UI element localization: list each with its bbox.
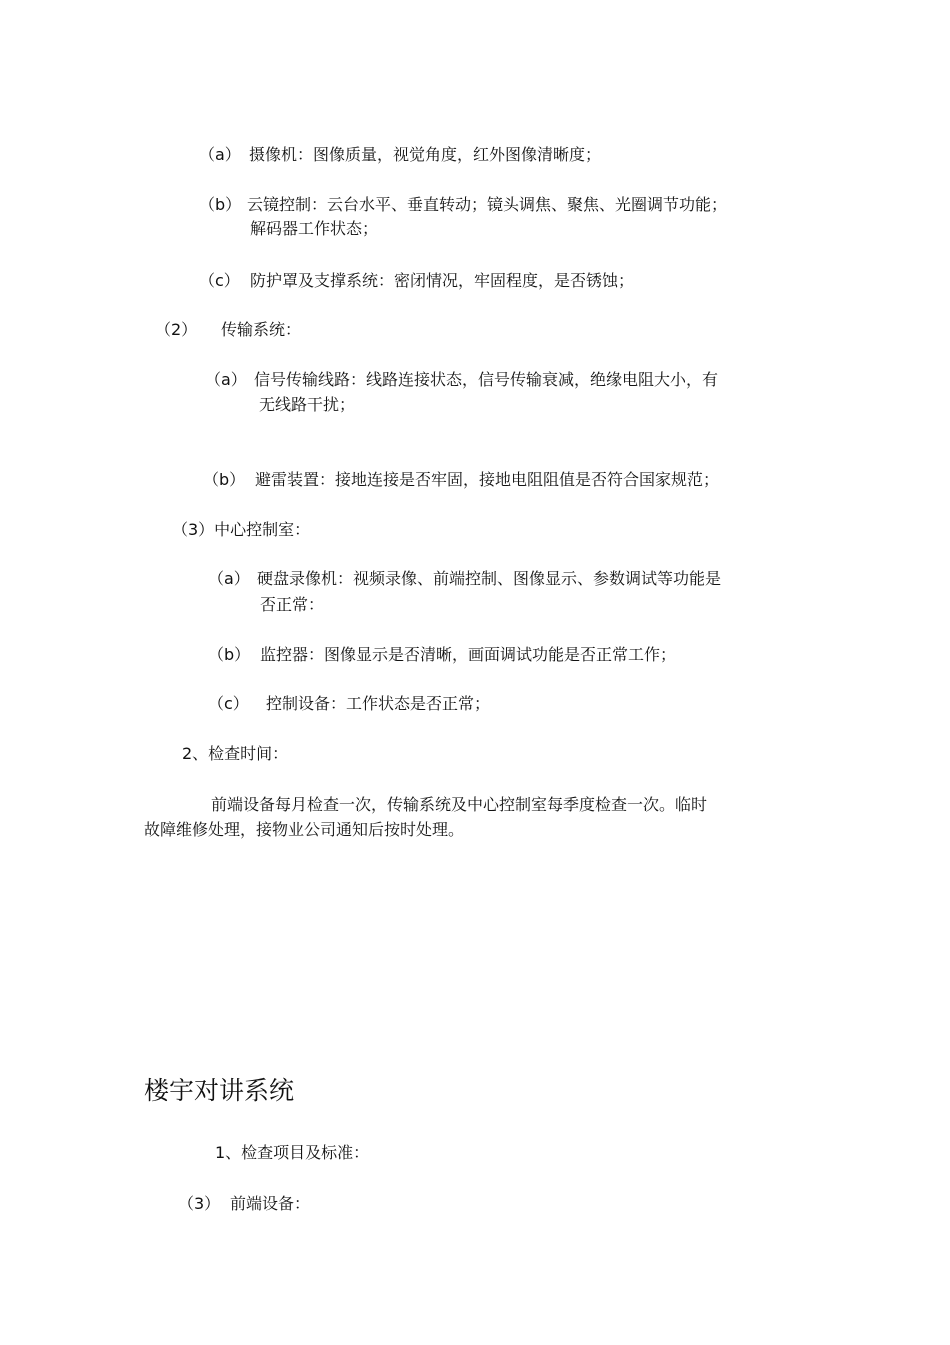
control-room-item-b: [208, 645, 676, 665]
control-room-item-a-continuation: 否正常：: [260, 595, 325, 614]
item-text: 云镜控制：云台水平、垂直转动；镜头调焦、聚焦、光圈调节功能；: [247, 195, 728, 214]
section-heading-intercom: 楼宇对讲系统: [144, 1076, 295, 1105]
inspection-time-title: 2、检查时间：: [182, 744, 289, 763]
list-marker: （c）: [199, 271, 240, 290]
inspection-time-paragraph-line-1: 前端设备每月检查一次，传输系统及中心控制室每季度检查一次。临时: [211, 795, 708, 814]
item-text: 摄像机：图像质量，视觉角度，红外图像清晰度；: [249, 145, 602, 164]
item-text: 控制设备：工作状态是否正常；: [266, 694, 491, 713]
item-text: 监控器：图像显示是否清晰，画面调试功能是否正常工作；: [260, 645, 677, 664]
item-text: 硬盘录像机：视频录像、前端控制、图像显示、参数调试等功能是: [257, 569, 722, 588]
transmission-item-b: [203, 470, 719, 490]
section-transmission: [155, 320, 301, 340]
camera-item-b: [199, 195, 727, 215]
list-marker: （a）: [199, 145, 241, 164]
list-marker: （a）: [205, 370, 247, 389]
list-marker: （b）: [203, 470, 246, 489]
item-text: 信号传输线路：线路连接状态，信号传输衰减，绝缘电阻大小，有: [254, 370, 719, 389]
item-text: 防护罩及支撑系统：密闭情况，牢固程度，是否锈蚀；: [250, 271, 635, 290]
transmission-item-a-continuation: 无线路干扰；: [259, 395, 356, 414]
intercom-front-equipment: [178, 1194, 310, 1214]
list-marker: （c）: [208, 694, 249, 713]
item-text: 避雷装置：接地连接是否牢固，接地电阻阻值是否符合国家规范；: [255, 470, 720, 489]
list-marker: （b）: [208, 645, 251, 664]
transmission-item-a: [205, 370, 718, 390]
camera-item-b-continuation: 解码器工作状态；: [250, 219, 379, 238]
intercom-items-title: 1、检查项目及标准：: [215, 1143, 370, 1162]
section-title: 前端设备：: [230, 1194, 311, 1213]
camera-item-c: [199, 271, 634, 291]
camera-item-a: [199, 145, 601, 165]
section-marker: （2）: [155, 320, 198, 339]
section-marker: （3）: [178, 1194, 221, 1213]
control-room-item-c: [208, 694, 490, 714]
section-title: 传输系统：: [221, 320, 302, 339]
section-control-room: （3）中心控制室：: [172, 520, 311, 539]
inspection-time-paragraph-line-2: 故障维修处理，接物业公司通知后按时处理。: [144, 820, 465, 839]
list-marker: （a）: [208, 569, 250, 588]
list-marker: （b）: [199, 195, 242, 214]
control-room-item-a: [208, 569, 721, 589]
